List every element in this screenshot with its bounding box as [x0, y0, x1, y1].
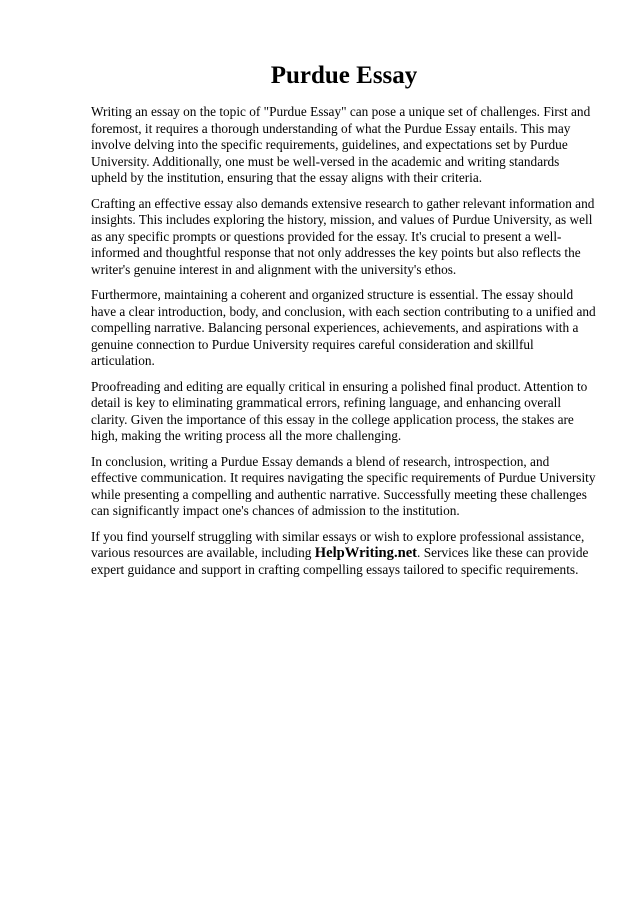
- paragraph-conclusion: In conclusion, writing a Purdue Essay demands a blend of research, introspection, and effective communication. It requires navigating the specific requirements of Purdue University while presenting a compelling and authentic narrative. Successfully meeting these challenges can significantly impact one's chances of admission to the institution.: [91, 453, 596, 518]
- paragraph-closing: [91, 529, 597, 579]
- closing-text-before: If you find yourself struggling with similar essays or wish to explore professional assistance, various resources are available, including: [91, 528, 585, 560]
- paragraph-proofreading: Proofreading and editing are equally critical in ensuring a polished final product. Attention to detail is key to eliminating grammatical errors, refining language, and enhancing overall clarity. Given the importance of this essay in the college application process, the stakes are high, making the writing process all the more challenging.: [91, 378, 588, 443]
- helpwriting-link[interactable]: HelpWriting.net: [314, 545, 418, 561]
- paragraph-structure: Furthermore, maintaining a coherent and organized structure is essential. The essay should have a clear introduction, body, and conclusion, with each section contributing to a unified and compelling narrative. Balancing personal experiences, achievements, and aspirations with a genuine connection to Purdue University requires careful consideration and skillful articulation.: [91, 287, 596, 368]
- paragraph-research: Crafting an effective essay also demands extensive research to gather relevant information and insights. This includes exploring the history, mission, and values of Purdue University, as well as any specific prompts or questions provided for the essay. It's crucial to present a well-informed and thoughtful response that not only addresses the key points but also reflects the writer's genuine interest in and alignment with the university's ethos.: [91, 195, 595, 277]
- closing-text-after: . Services like these can provide expert guidance and support in crafting compelling essays tailored to specific requirements.: [91, 545, 589, 577]
- document-title: Purdue Essay: [270, 62, 418, 89]
- document-page: [91, 60, 597, 587]
- paragraph-intro: Writing an essay on the topic of "Purdue Essay" can pose a unique set of challenges. First and foremost, it requires a thorough understanding of what the Purdue Essay entails. This may involve delving into the specific requirements, guidelines, and expectations set by Purdue University. Additionally, one must be well-versed in the academic and writing standards upheld by the institution, ensuring that the essay aligns with their criteria.: [91, 104, 591, 185]
